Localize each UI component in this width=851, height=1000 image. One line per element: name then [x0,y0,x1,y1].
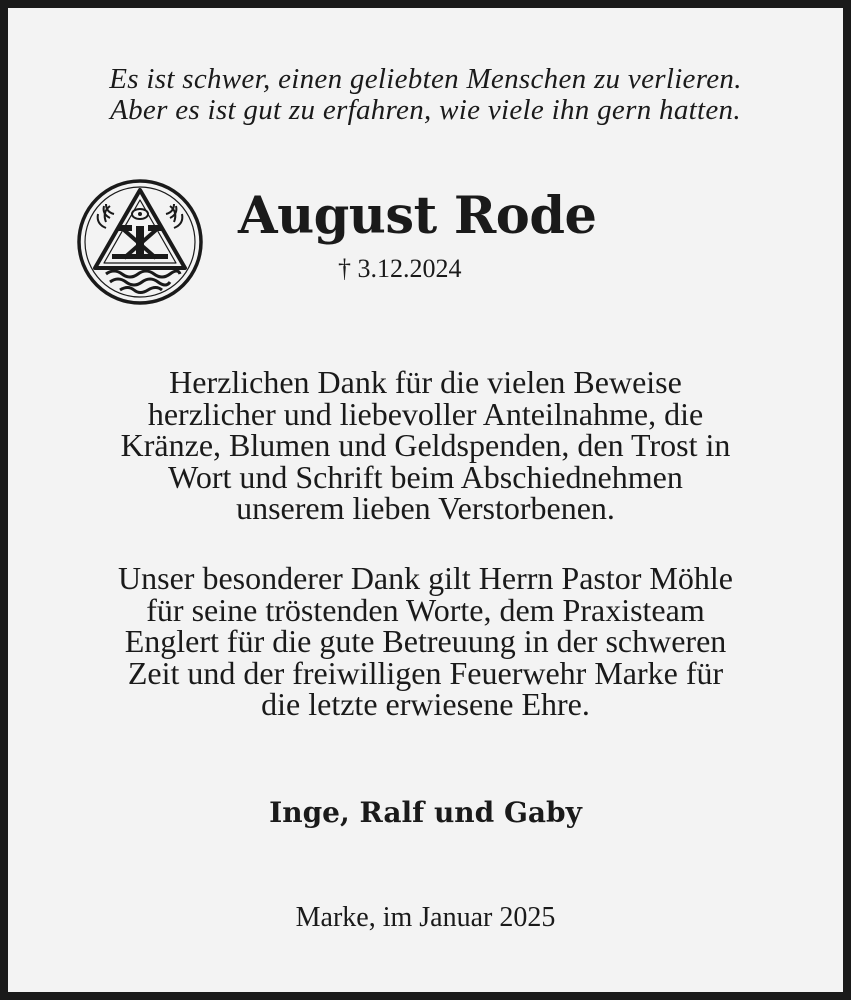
text-line: Englert für die gute Betreuung in der schweren [124,623,727,659]
text-line: herzlicher und liebevoller Anteilnahme, die [147,395,704,432]
text-line: Wort und Schrift beim Abschiednehmen [168,458,683,495]
obituary-card [8,8,843,992]
thanks-paragraph-1 [8,364,843,526]
opening-quote [8,64,843,126]
text-line: die letzte erwiesene Ehre. [261,686,590,722]
place-and-date: Marke, im Januar 2025 [295,902,556,933]
quote-line-2: Aber es ist gut zu erfahren, wie viele ihn gern hatten. [110,94,741,126]
family-names: Inge, Ralf und Gaby [269,796,582,829]
text-line: Kränze, Blumen und Geldspenden, den Trost in [120,427,731,463]
text-line: für seine tröstenden Worte, dem Praxisteam [146,591,705,628]
fire-brigade-emblem-icon [76,178,204,306]
text-line: Herzlichen Dank für die vielen Beweise [169,364,682,400]
quote-line-1: Es ist schwer, einen geliebten Menschen zu verlieren. [109,63,742,95]
text-line: Unser besonderer Dank gilt Herrn Pastor Möhle [118,560,733,596]
text-line: Zeit und der freiwilligen Feuerwehr Marke für [127,654,724,691]
date-of-death: † 3.12.2024 [338,254,462,283]
deceased-name: August Rode [238,186,597,246]
text-line: unserem lieben Verstorbenen. [236,490,615,526]
thanks-paragraph-2 [8,560,843,722]
